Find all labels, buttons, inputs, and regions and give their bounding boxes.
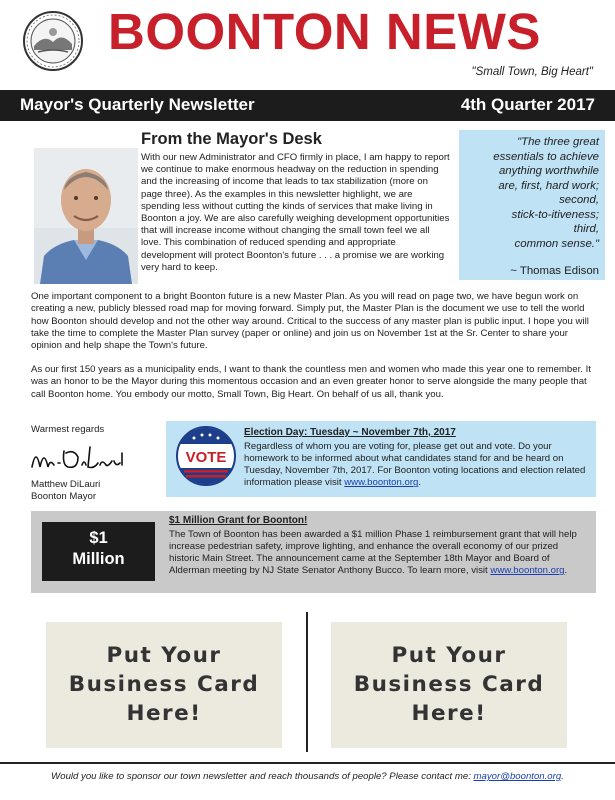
newspaper-title: BOONTON NEWS [108,3,541,60]
closing-regards: Warmest regards [31,424,105,435]
business-card-text-right: Put Your Business Card Here! [353,643,545,726]
footer-email-link[interactable]: mayor@boonton.org [473,771,562,782]
election-link[interactable]: www.boonton.org [344,477,419,489]
mayors-desk-intro [141,152,451,274]
paragraph-3: As our first 150 years as a municipality ends, I want to thank the countless men and women who made this year one to remember. It was an honor to be the Mayor during this momentous occasion and an even greater honor to serve alongside the many people that call Boonton home. You embody our motto, Small Town, Big Heart. On behalf of us all, thank you. [31,364,591,400]
tagline: "Small Town, Big Heart" [471,66,593,78]
quote-author: ~ Thomas Edison [510,265,599,277]
mayors-desk-heading: From the Mayor's Desk [141,130,322,148]
paragraph-2: One important component to a bright Boonton future is a new Master Plan. As you will read on page two, we have begun work on creating a new, publicly blessed road map for moving forward. Simply put, the Master Plan is the document we use to tell the world how Boonton should develop and not the other way around. Critical to the success of any master plan is public input. I hope you will take the time to complete the Master Plan survey (paper or online) and join us on November 1st at the Sr. Center to share your opinion and help shape the Town's future. [31,291,589,352]
vote-badge-text: VOTE [185,449,227,466]
business-card-text-left: Put Your Business Card Here! [68,643,260,726]
grant-link[interactable]: www.boonton.org [490,565,565,577]
footer-rule [0,762,615,764]
mayor-photo [34,148,138,284]
election-body: Regardless of whom you are voting for, please get out and vote. Do your homework to be informed about what candidates stand for and be heard on Tuesday, November 7th, 2017. For Boonton voting locations and election related information please visit www.boonton.org. [244,441,586,489]
town-seal-icon [22,10,84,72]
election-title: Election Day: Tuesday ~ November 7th, 2017 [244,427,456,438]
vote-badge-icon [176,426,236,486]
quote-text: "The three great essentials to achieve anything worthwhile are, first, hard work; second, stick-to-itiveness; third, common sense." [493,136,599,250]
paragraph-1: With our new Administrator and CFO firmly in place, I am happy to report we continue to make enormous headway on the reduction in spending and the increasing of income that leads to tax stabilization (more on page three). As the examples in this newsletter highlight, we are spending less without cutting the kinds of services that make living in Boonton a joy. We are also carefully weighing development opportunities that will increase income without changing the small town feel we all love. This combination of reduced spending and appropriate development will protect Boonton's future . . . a promise we are working very hard to keep. [141,152,450,273]
card-divider [306,612,308,752]
mayor-name: Matthew DiLauri [31,479,101,490]
grant-body: The Town of Boonton has been awarded a $1 million Phase 1 reimbursement grant that will help increase pedestrian safety, improve lighting, and enhance the overall economy of our prized historic Main Street. The announcement came at the September 18th Mayor and Board of Alderman meeting by NJ State Senator Anthony Bucco. To learn more, visit www.boonton.org. [169,529,577,577]
signature-image [28,437,128,477]
newsletter-name: Mayor's Quarterly Newsletter [20,95,255,114]
footer-text: Would you like to sponsor our town newsletter and reach thousands of people? Please contact me: mayor@boonton.org. [51,771,564,782]
issue-quarter: 4th Quarter 2017 [460,95,595,114]
grant-amount-line1: $1 [89,529,108,547]
mayor-role: Boonton Mayor [31,491,97,502]
grant-amount-line2: Million [72,550,125,568]
grant-title: $1 Million Grant for Boonton! [169,515,308,526]
